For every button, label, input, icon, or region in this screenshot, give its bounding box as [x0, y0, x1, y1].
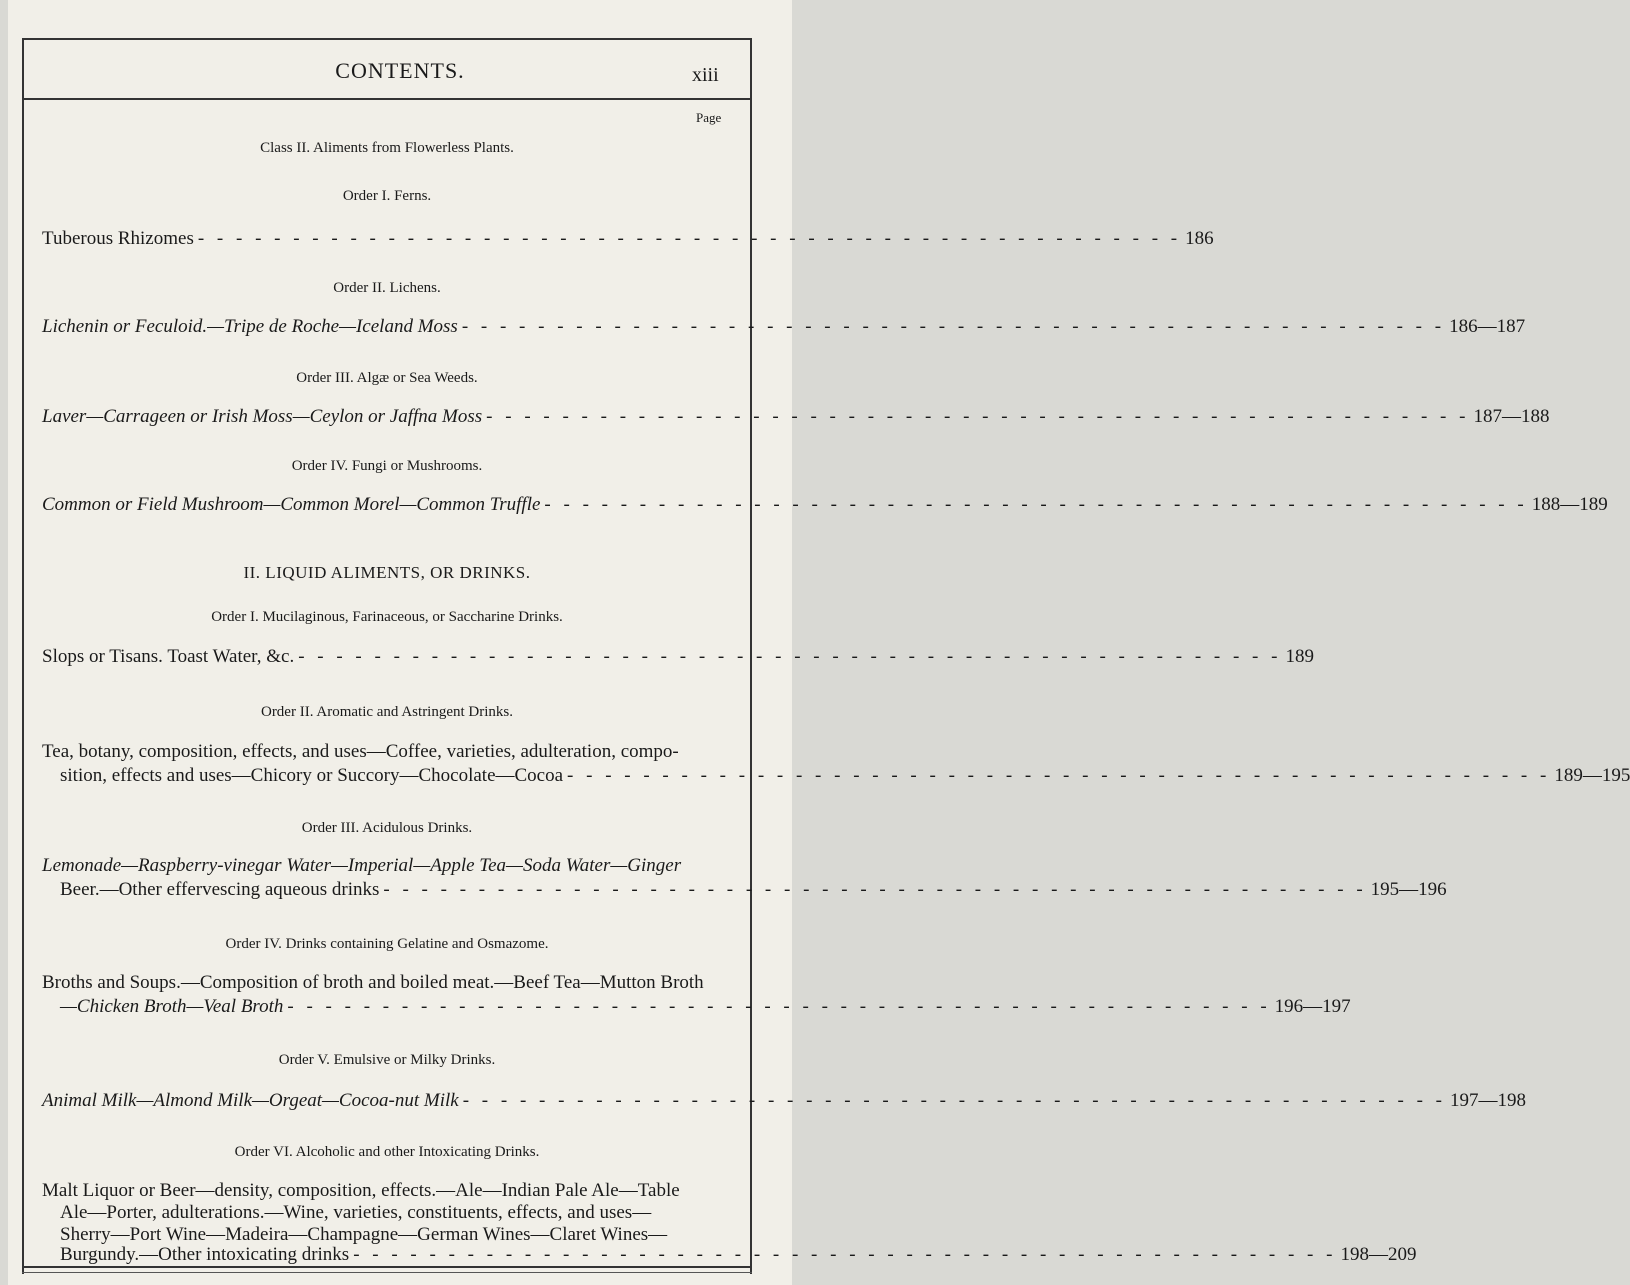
- toc-entry: [60, 1244, 1417, 1266]
- order-heading: Order IV. Drinks containing Gelatine and Osmazome.: [225, 936, 549, 952]
- entry-text-line: [42, 855, 738, 877]
- entry-text-line: Malt Liquor or Beer—density, composition, effects.—Ale—Indian Pale Ale—Table: [42, 1180, 680, 1201]
- entry-text: Tuberous Rhizomes: [42, 228, 194, 249]
- toc-entry: [42, 494, 1608, 516]
- leader-dots: - - - - - - - - - - - - - - - - - - - - - - - - - - - - - - - - - - - - - - - - - - - - - - - - - - - -: [197, 228, 1182, 249]
- entry-text: Beer.—Other effervescing aqueous drinks: [60, 879, 380, 900]
- entry-page: 188—189: [1531, 494, 1608, 515]
- toc-entry: [42, 228, 1214, 250]
- entry-text-line: Ale—Porter, adulterations.—Wine, varieties, constituents, effects, and uses—: [60, 1202, 652, 1223]
- class-heading: Class II. Aliments from Flowerless Plants.: [260, 140, 514, 156]
- entry-text-line: Tea, botany, composition, effects, and uses—Coffee, varieties, adulteration, compo-: [42, 741, 679, 762]
- entry-text: Animal Milk—Almond Milk—Orgeat—Cocoa-nut Milk: [42, 1090, 459, 1111]
- toc-entry: [42, 646, 1314, 668]
- order-heading: Order III. Algæ or Sea Weeds.: [296, 370, 478, 386]
- toc-entry: [60, 879, 1447, 901]
- leader-dots: - - - - - - - - - - - - - - - - - - - - - - - - - - - - - - - - - - - - - - - - - - - - - - - - - - - -: [462, 1090, 1446, 1111]
- toc-entry: [42, 316, 1526, 338]
- entry-page: 195—196: [1370, 879, 1447, 900]
- leader-dots: - - - - - - - - - - - - - - - - - - - - - - - - - - - - - - - - - - - - - - - - - - - - - - - - - - - -: [567, 765, 1551, 786]
- order-heading: Order III. Acidulous Drinks.: [301, 820, 473, 836]
- order-heading: Order V. Emulsive or Milky Drinks.: [278, 1052, 496, 1068]
- toc-entry: [60, 996, 1351, 1018]
- toc-entry: [42, 406, 1550, 428]
- entry-page: 186—187: [1449, 316, 1526, 337]
- entry-text-line: Broths and Soups.—Composition of broth and boiled meat.—Beef Tea—Mutton Broth: [42, 972, 704, 993]
- entry-page: 196—197: [1274, 996, 1351, 1017]
- entry-page: 189—195: [1554, 765, 1630, 786]
- page-title: CONTENTS.: [335, 58, 465, 83]
- leader-dots: - - - - - - - - - - - - - - - - - - - - - - - - - - - - - - - - - - - - - - - - - - - - - - - - - - - -: [486, 406, 1470, 427]
- leader-dots: - - - - - - - - - - - - - - - - - - - - - - - - - - - - - - - - - - - - - - - - - - - - - - - - - - - -: [544, 494, 1528, 515]
- entry-page: 198—209: [1340, 1244, 1417, 1265]
- entry-text: —Chicken Broth—Veal Broth: [60, 996, 284, 1017]
- entry-text: sition, effects and uses—Chicory or Succory—Chocolate—Cocoa: [60, 765, 564, 786]
- header-rule: [22, 98, 752, 100]
- entry-page: 187—188: [1473, 406, 1550, 427]
- entry-text: Lichenin or Feculoid.—Tripe de Roche—Iceland Moss: [42, 316, 458, 337]
- leader-dots: - - - - - - - - - - - - - - - - - - - - - - - - - - - - - - - - - - - - - - - - - - - - - - - - - - - -: [298, 646, 1282, 667]
- order-heading: Order IV. Fungi or Mushrooms.: [291, 458, 483, 474]
- entry-page: 189: [1285, 646, 1314, 667]
- order-heading: Order I. Ferns.: [342, 188, 432, 204]
- order-heading: Order II. Aromatic and Astringent Drinks.: [260, 704, 514, 720]
- entry-text: Slops or Tisans. Toast Water, &c.: [42, 646, 295, 667]
- page-number: xiii: [692, 64, 719, 86]
- entry-text: Laver—Carrageen or Irish Moss—Ceylon or Jaffna Moss: [42, 406, 483, 427]
- leader-dots: - - - - - - - - - - - - - - - - - - - - - - - - - - - - - - - - - - - - - - - - - - - - - - - - - - - -: [383, 879, 1367, 900]
- leader-dots: - - - - - - - - - - - - - - - - - - - - - - - - - - - - - - - - - - - - - - - - - - - - - - - - - - - -: [287, 996, 1271, 1017]
- entry-text: Common or Field Mushroom—Common Morel—Common Truffle: [42, 494, 541, 515]
- top-rule: [22, 38, 752, 40]
- section-heading: II. LIQUID ALIMENTS, OR DRINKS.: [243, 563, 531, 582]
- entry-text-line: Sherry—Port Wine—Madeira—Champagne—German Wines—Claret Wines—: [60, 1224, 668, 1245]
- order-heading: Order I. Mucilaginous, Farinaceous, or Saccharine Drinks.: [211, 609, 563, 625]
- bottom-rule-thin: [22, 1272, 752, 1273]
- entry-page: 197—198: [1449, 1090, 1526, 1111]
- toc-entry: [42, 1090, 1526, 1112]
- order-heading: Order II. Lichens.: [333, 280, 441, 296]
- leader-dots: - - - - - - - - - - - - - - - - - - - - - - - - - - - - - - - - - - - - - - - - - - - - - - - - - - - -: [461, 316, 1446, 337]
- entry-text: Lemonade—Raspberry-vinegar Water—Imperial—Apple Tea—Soda Water—Ginger: [42, 855, 682, 876]
- entry-page: 186: [1185, 228, 1214, 249]
- page-column-label: Page: [696, 110, 722, 125]
- toc-entry: [60, 765, 1630, 787]
- order-heading: Order VI. Alcoholic and other Intoxicating Drinks.: [234, 1144, 540, 1160]
- entry-text: Burgundy.—Other intoxicating drinks: [60, 1244, 350, 1265]
- leader-dots: - - - - - - - - - - - - - - - - - - - - - - - - - - - - - - - - - - - - - - - - - - - - - - - - - - - -: [353, 1244, 1337, 1265]
- bottom-rule: [22, 1266, 752, 1268]
